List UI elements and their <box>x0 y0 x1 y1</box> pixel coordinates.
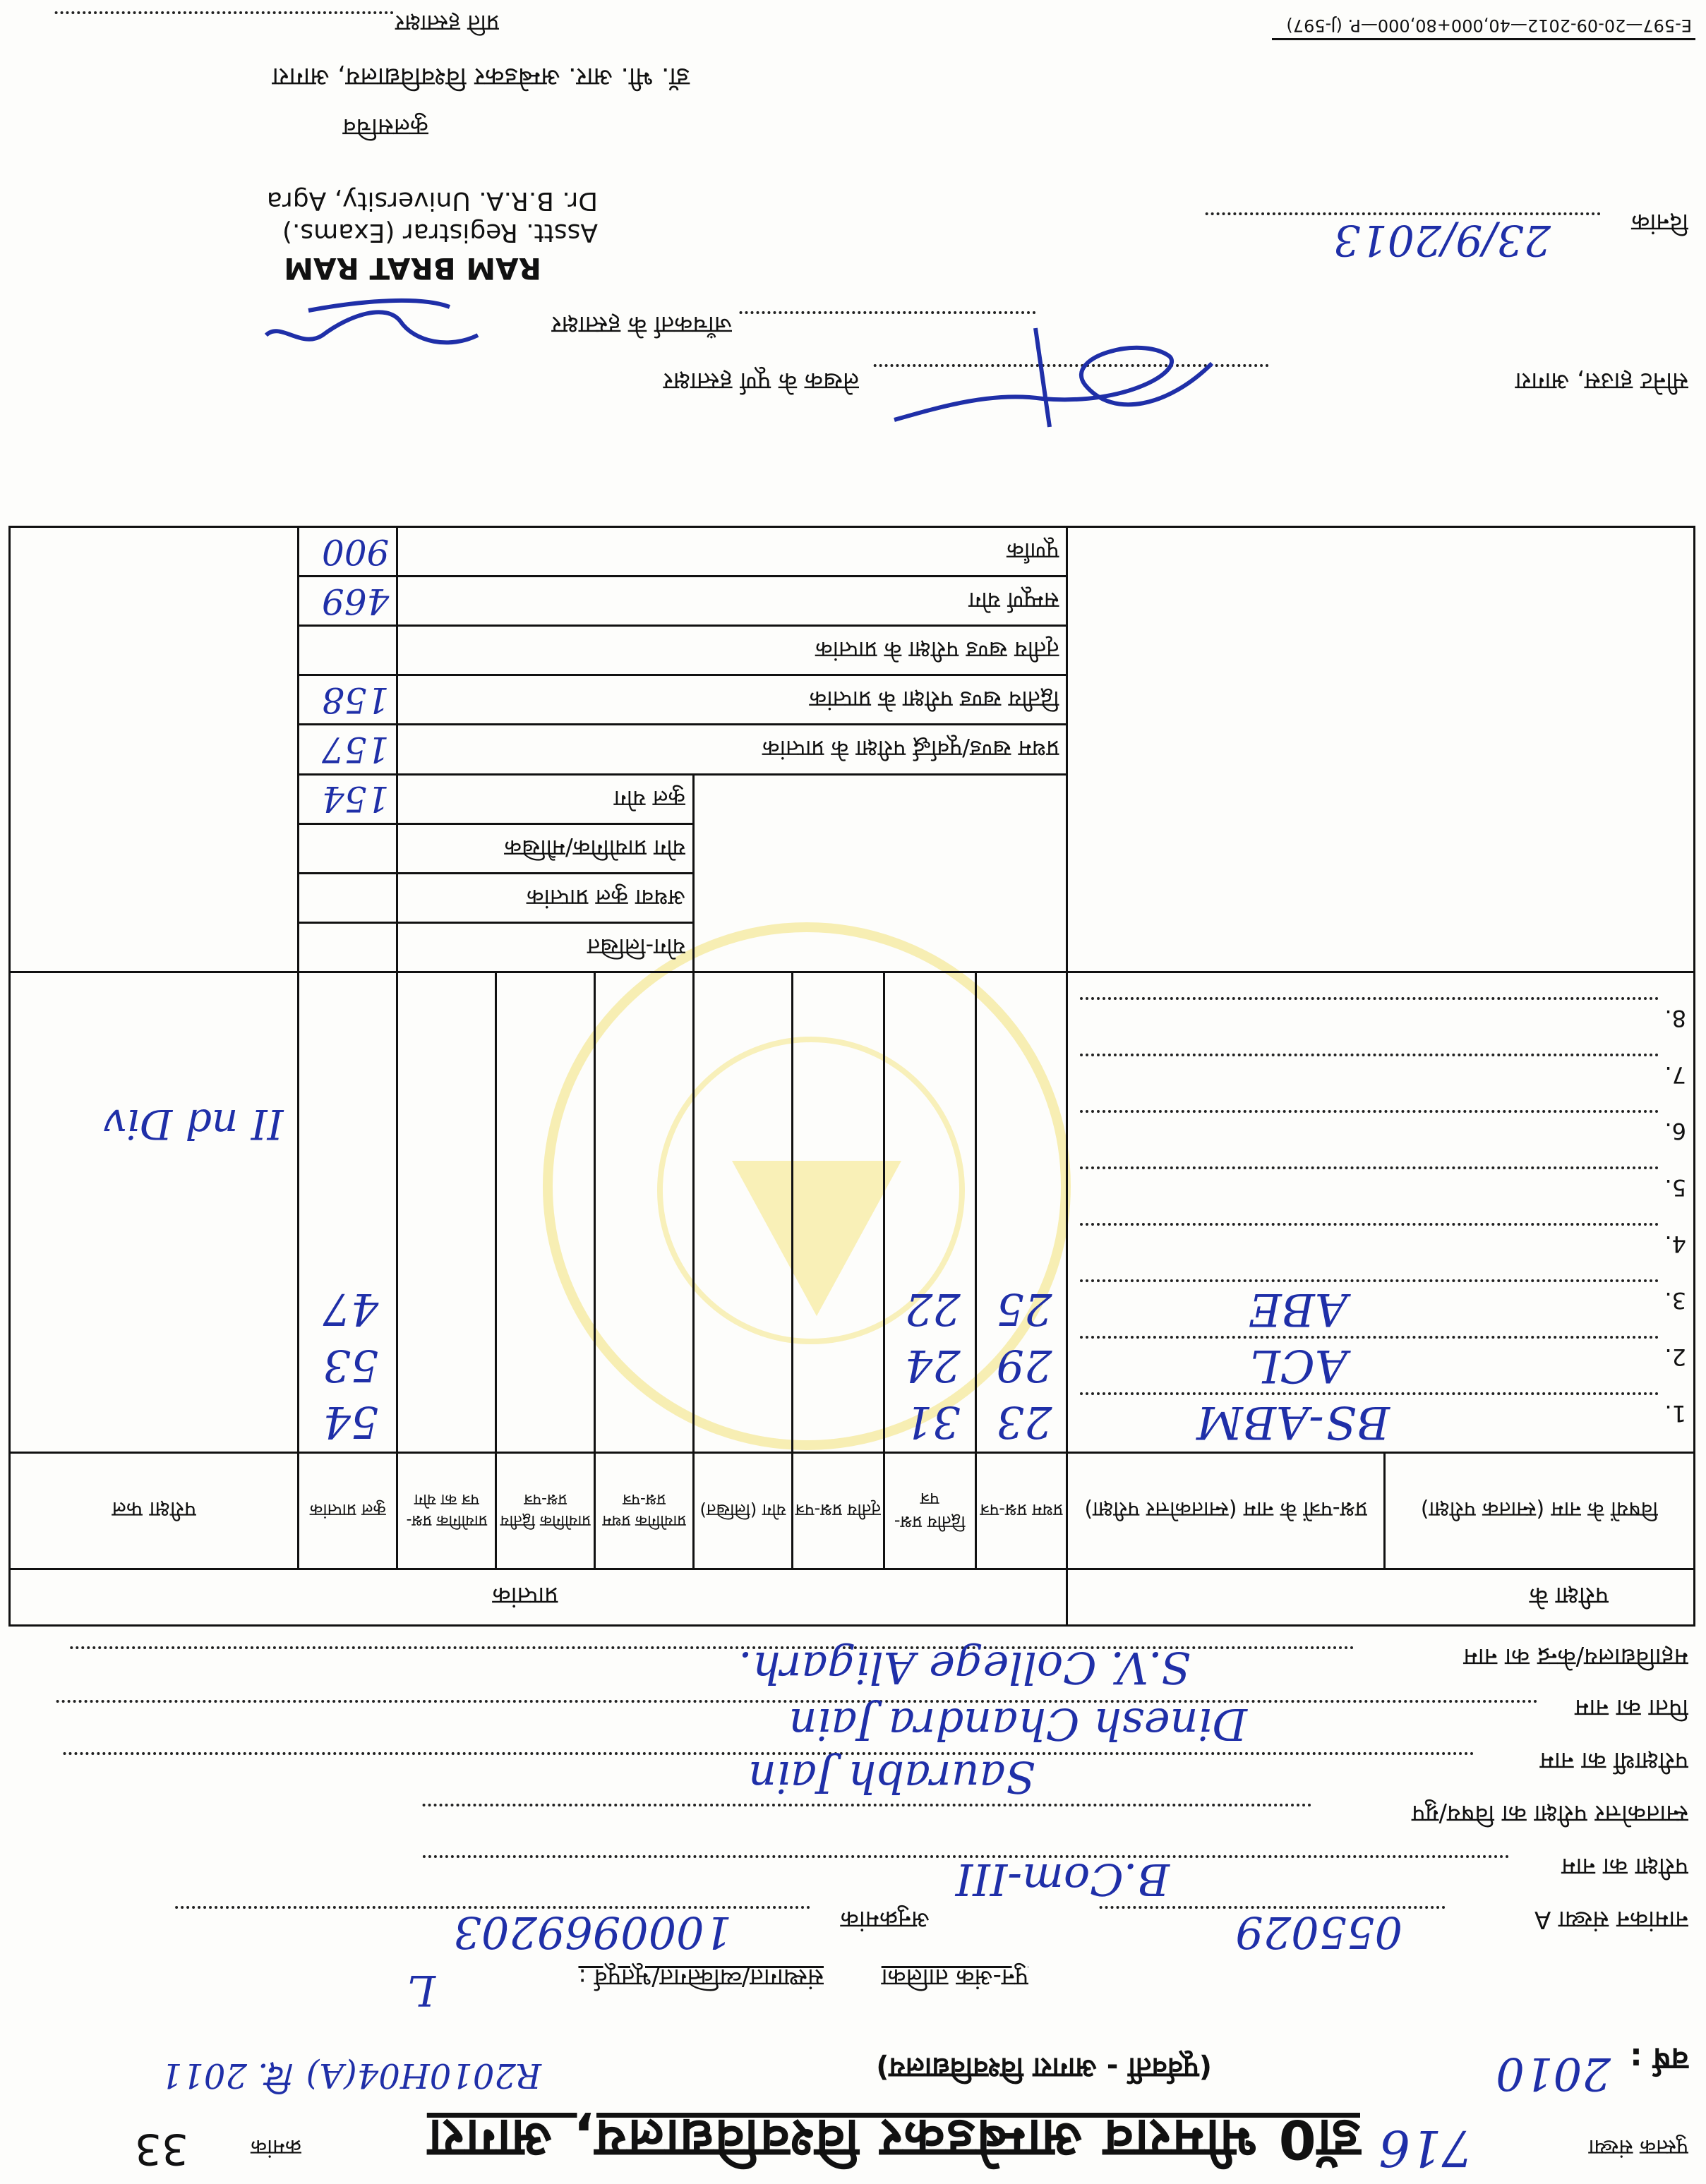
lekhak-label: लेखक के पूर्ण हस्ताक्षर <box>663 367 859 395</box>
summary-label-9: पूर्णांक <box>1007 538 1059 565</box>
subject-name-1: BS-ABM <box>1196 1395 1390 1448</box>
paper1-mark-3: 25 <box>996 1283 1052 1335</box>
summary-label-2: अथवा कुल प्राप्तांक <box>526 883 686 911</box>
sanstha-label: संस्थागत/व्यक्तिगत/भूतपूर्व : <box>578 1963 824 1991</box>
punarank-label: पुन-अंक तालिका <box>881 1963 1028 1991</box>
col-header-9: परीक्षा फल <box>112 1497 196 1522</box>
prashnapatra-header: प्रश्न-पत्रों के नाम (स्नातकोत्तर परीक्षा) <box>1084 1497 1367 1522</box>
subject-dotline-7 <box>1079 1054 1658 1056</box>
summary-label-3: योग प्रायोगिक/मौखिक <box>504 834 686 862</box>
lekhak-signature <box>859 314 1226 448</box>
subject-dotline-6 <box>1079 1110 1658 1113</box>
row-number-5: 5. <box>1664 1174 1686 1201</box>
row-number-7: 7. <box>1664 1061 1686 1088</box>
prapt-header: प्राप्तांक <box>492 1581 558 1610</box>
col-header-7: प्रायोगिक प्रश्न-पत्र का योग <box>406 1490 488 1529</box>
dinank-value: 23/9/2013 <box>1333 215 1551 265</box>
pariksharthi-value: Saurabh Jain <box>748 1751 1035 1803</box>
vishayon-header: विषयों के नाम (स्नातक परीक्षा) <box>1420 1497 1659 1522</box>
paper2-mark-2: 24 <box>904 1339 961 1392</box>
subject-dotline-2 <box>1079 1336 1658 1339</box>
subject-name-3: ABE <box>1249 1282 1347 1335</box>
subject-total-2: 53 <box>323 1339 379 1392</box>
pariksha-value: B.Com-III <box>955 1854 1170 1905</box>
summary-value-5: 157 <box>321 729 390 770</box>
subjects-body-row <box>10 972 1695 1452</box>
prati-label: प्रति हस्ताक्षर <box>395 10 499 37</box>
summary-value-4: 154 <box>321 778 390 820</box>
row-number-4: 4. <box>1664 1230 1686 1257</box>
pita-value: Dinesh Chandra Jain <box>788 1699 1247 1750</box>
summary-value-8: 469 <box>321 580 390 622</box>
row-number-3: 3. <box>1664 1286 1686 1314</box>
subject-name-2: ACL <box>1250 1339 1347 1392</box>
col-header-2: द्वितीय प्रश्न-पत्र <box>894 1488 966 1532</box>
pita-label: पिता का नाम <box>1575 1694 1688 1722</box>
paper1-mark-2: 29 <box>996 1339 1052 1392</box>
college-label: महाविद्यालय/केन्द्र का नाम <box>1463 1643 1688 1671</box>
print-code: E-597—20-09-2012—40,000+80,000—P. (J-597) <box>1286 16 1692 35</box>
university-subtitle: (पूर्ववर्ती - आगरा विश्वविद्यालय) <box>876 2051 1212 2084</box>
summary-label-1: योग-लिखित <box>587 933 686 960</box>
subject-total-3: 47 <box>323 1283 379 1335</box>
row-number-6: 6. <box>1664 1117 1686 1145</box>
pariksha-header: परीक्षा के <box>1529 1581 1609 1610</box>
book-number: 716 <box>1378 2119 1473 2177</box>
anukramank-label: अनुक्रमांक <box>840 1905 930 1933</box>
officer-title: Asstt. Registrar (Exams.) <box>282 218 598 247</box>
col-header-3: तृतीय प्रश्न-पत्र <box>795 1500 882 1521</box>
subject-dotline-5 <box>1079 1166 1658 1169</box>
subject-total-1: 54 <box>323 1396 379 1448</box>
kulsachiv-university: डॉ. भी. आर. अम्बेडकर विश्वविद्यालय, आगरा <box>272 62 690 91</box>
row-number-1: 1. <box>1664 1399 1686 1427</box>
janchkarta-label: जाँचकर्ता के हस्ताक्षर <box>551 310 732 339</box>
dinank-label: दिनांक <box>1631 208 1688 236</box>
kramank-label: क्रमांक <box>251 2135 301 2159</box>
result-value: II nd Div <box>103 1099 284 1148</box>
varsh-label: वर्ष : <box>1630 2041 1688 2077</box>
university-title: डॉ0 भीमराव आम्बेडकर विश्वविद्यालय, आगरा <box>426 2108 1360 2171</box>
place-label: सीनेट हाउस, आगरा <box>1515 367 1688 395</box>
subject-dotline-1 <box>1079 1392 1658 1395</box>
col-header-1: प्रथम प्रश्न-पत्र <box>980 1500 1063 1521</box>
table-header-row-2 <box>10 1452 1695 1569</box>
summary-row <box>10 922 1695 972</box>
summary-value-9: 900 <box>321 531 390 572</box>
officer-name: RAM BRAT RAM <box>284 251 541 286</box>
pariksha-label: परीक्षा का नाम <box>1561 1852 1688 1881</box>
paper2-mark-3: 22 <box>904 1283 961 1335</box>
officer-university: Dr. B.R.A. University, Agra <box>266 186 598 215</box>
vishay-label: स्नातकोत्तर परीक्षा का विषय/ग्रुप <box>1412 1799 1688 1828</box>
paper2-mark-1: 31 <box>904 1396 961 1448</box>
year-value: 2010 <box>1496 2047 1611 2099</box>
print-code-rule <box>1272 38 1695 40</box>
namankan-label: नामांकन संख्या A <box>1534 1905 1688 1933</box>
subject-dotline-4 <box>1079 1223 1658 1226</box>
college-value: S.V. College Aligarh. <box>738 1642 1191 1694</box>
kulsachiv-label: कुलसचिव <box>342 113 428 141</box>
paper1-mark-1: 23 <box>996 1396 1052 1448</box>
anukramank-value: 1000969203 <box>453 1907 732 1958</box>
col-header-8: कुल प्राप्तांक <box>309 1500 386 1521</box>
pariksharthi-label: परीक्षार्थी का नाम <box>1539 1746 1688 1775</box>
summary-label-5: प्रथम खण्ड/पूर्वार्द्ध परीक्षा के प्राप्तांक <box>762 735 1059 763</box>
summary-label-8: सम्पूर्ण योग <box>968 587 1059 615</box>
summary-label-7: तृतीय खण्ड परीक्षा के प्राप्तांक <box>815 637 1059 664</box>
officer-signature <box>252 286 492 363</box>
subject-dotline-3 <box>1079 1279 1658 1282</box>
prati-dotline <box>54 11 393 14</box>
pustak-label: पुस्तक संख्या <box>1588 2135 1688 2159</box>
col-header-4: योग (लिखित) <box>699 1500 786 1521</box>
col-header-6: प्रायोगिक द्वितीय प्रश्न-पत्र <box>500 1490 591 1529</box>
janchkarta-dotline <box>739 311 1035 314</box>
summary-label-4: कुल योग <box>613 785 686 812</box>
subject-dotline-8 <box>1079 997 1658 1000</box>
col-header-5: प्रायोगिक प्रथम प्रश्न-पत्र <box>602 1490 686 1529</box>
summary-value-6: 158 <box>321 679 390 720</box>
summary-label-6: द्वितीय खण्ड परीक्षा के प्राप्तांक <box>809 686 1059 713</box>
serial-number: 33 <box>134 2124 188 2173</box>
row-number-8: 8. <box>1664 1004 1686 1032</box>
marks-table <box>8 526 1695 1627</box>
reference-number: R2010H04(A) दि. 2011 <box>160 2056 541 2095</box>
vishay-dotline <box>421 1804 1311 1806</box>
sanstha-mark: L <box>407 1965 435 2015</box>
namankan-value: 055029 <box>1235 1907 1402 1958</box>
table-header-row-1 <box>10 1569 1695 1625</box>
row-number-2: 2. <box>1664 1343 1686 1370</box>
subject-lines <box>1069 979 1694 1452</box>
